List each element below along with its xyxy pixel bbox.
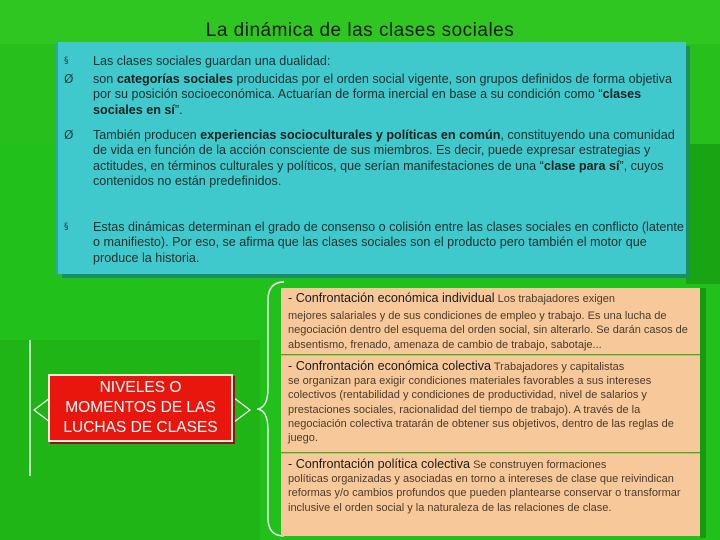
bullet-text <box>93 220 685 266</box>
square-bullet-icon: § <box>64 56 69 66</box>
bullet-text <box>93 72 685 118</box>
bullet-text-middle: producidas por el orden social vigente, son grupos definidos de forma objetiva por su posición socioeconómica. Actuarían de forma inercial en base a su condición como “ <box>93 72 672 102</box>
panel-politica <box>281 454 700 536</box>
bullet-text <box>93 128 685 190</box>
bullet-text-middle: , constituyendo una comunidad de vida en función de la acción consciente de sus miembros. Es decir, puede expresar estrategias y actitudes, en términos culturales y políticos, que serían manifestaciones de una “ <box>93 128 675 173</box>
panel-heading: Confrontación económica colectiva <box>295 359 492 373</box>
panel-body: se organizan para exigir condiciones materiales favorables a sus intereses colectivos (rentabilidad y condiciones de productividad, nivel de salarios y prestaciones sociales, racionalidad del tiempo de trabajo). A través de la negociación colectiva tratarán de obtener sus objetivos, dentro de las reglas de juego. <box>288 375 674 445</box>
panel-prefix: - <box>288 291 296 305</box>
arrow-bullet-icon: Ø <box>64 128 74 142</box>
panel-prefix: - <box>288 359 296 373</box>
panel-individual <box>281 288 700 354</box>
panel-heading: Confrontación política colectiva <box>295 457 471 471</box>
arrow-bullet-icon: Ø <box>64 72 74 86</box>
levels-label-line: LUCHAS DE CLASES <box>63 419 218 436</box>
levels-label-line: NIVELES O <box>99 379 182 396</box>
panel-prefix: - <box>288 457 296 471</box>
panel-lead-line <box>288 291 694 306</box>
panel-lead-rest: Trabajadores y capitalistas <box>491 361 625 373</box>
bullet-text-before: También producen <box>93 128 201 142</box>
panel-lead-rest: Se construyen formaciones <box>470 459 607 471</box>
bullet-text-bold: experiencias socioculturales y políticas en común <box>200 128 501 142</box>
panel-shadow <box>700 288 706 538</box>
panel-body: mejores salariales y de sus condiciones de empleo y trabajo. Es una lucha de negociación dentro del esquema del orden social, sin alterarlo. Se darán casos de absentismo, frenado, amenaza de cambio de trabajo, sabotaje... <box>288 310 688 351</box>
panel-lead-line <box>288 359 694 374</box>
panel-lead-line <box>288 457 694 472</box>
bullet-text-bold: clases sociales en sí <box>93 87 642 117</box>
bullet-text-after: ”. <box>174 102 183 117</box>
bullet-text-before: son <box>93 72 117 86</box>
bullet-text <box>93 54 685 69</box>
slide-title: La dinámica de las clases sociales <box>205 20 515 41</box>
bullet-text-bold: categorías sociales <box>116 72 234 86</box>
square-bullet-icon: § <box>64 222 69 232</box>
panel-body: políticas organizadas y asociadas en torno a intereses de clase que reivindican reformas y/o cambios profundos que pueden plantearse conservar o transformar inclusive el orden social y la naturaleza de las relaciones de clase. <box>288 473 681 514</box>
bullet-text-plain: Las clases sociales guardan una dualidad: <box>93 54 331 68</box>
panel-colectiva <box>281 356 700 452</box>
bullet-text-after: ”, cuyos contenidos no están predefinidos. <box>93 158 664 189</box>
bullet-text-bold: clase para sí <box>543 158 620 173</box>
frame-arrow-right <box>234 398 250 422</box>
background-dark-right <box>686 144 720 284</box>
levels-label-line: MOMENTOS DE LAS <box>65 399 216 416</box>
panel-heading: Confrontación económica individual <box>295 291 495 305</box>
bullet-text-plain: Estas dinámicas determinan el grado de consenso o colisión entre las clases sociales en conflicto (latente o manifiesto). Por eso, se afirma que las clases sociales son el producto pero también el motor que produce la historia. <box>93 220 684 265</box>
panel-lead-rest: Los trabajadores exigen <box>494 293 615 305</box>
levels-label-text <box>63 378 217 438</box>
levels-label-box <box>48 374 233 442</box>
